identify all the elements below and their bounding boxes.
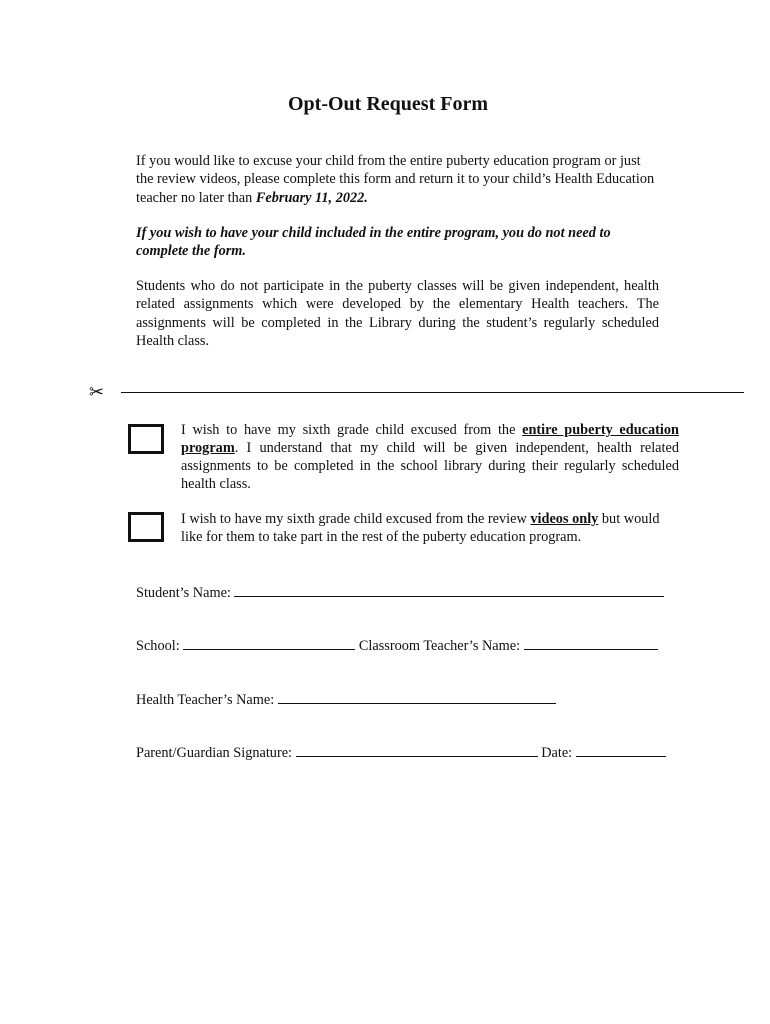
cut-line (121, 392, 744, 393)
school-label: School: (136, 638, 180, 654)
option-1-rest: . I understand that my child will be given independent, health related assignments to be completed in the school library during their regularly scheduled health class. (181, 440, 679, 492)
option-2-highlight: videos only (530, 511, 599, 527)
health-teacher-field[interactable] (278, 690, 556, 704)
option-1-highlight: entire puberty education program (181, 422, 679, 456)
intro-text: If you would like to excuse your child from the entire puberty education program or just the review videos, please complete this form and return it to your child’s Health Education teacher no later than (136, 153, 655, 206)
date-field[interactable] (576, 743, 666, 757)
school-row (136, 636, 658, 655)
option-2-rest: but would like for them to take part in the rest of the puberty education program. (181, 511, 660, 545)
student-name-field[interactable] (234, 583, 664, 597)
page-title: Opt-Out Request Form (288, 93, 488, 115)
school-field[interactable] (183, 636, 355, 650)
deadline-date: February 11, 2022. (255, 189, 368, 206)
info-paragraph: Students who do not participate in the puberty classes will be given independent, health related assignments which were developed by the elementary Health teachers. The assignments will be completed in the Library during the student’s regularly scheduled Health class. (136, 278, 659, 349)
option-2-text: I wish to have my sixth grade child excused from the review (181, 511, 531, 527)
entire-program-checkbox[interactable] (128, 424, 164, 454)
classroom-teacher-field[interactable] (524, 636, 658, 650)
health-teacher-row (136, 690, 556, 709)
cut-line-row (0, 380, 770, 410)
student-name-label: Student’s Name: (136, 585, 231, 601)
date-label: Date: (541, 745, 573, 761)
signature-label: Parent/Guardian Signature: (136, 745, 293, 761)
option-videos-only (181, 510, 679, 546)
intro-paragraph (136, 152, 659, 207)
notice-paragraph: If you wish to have your child included in the entire program, you do not need to complete the form. (136, 225, 611, 260)
classroom-teacher-label: Classroom Teacher’s Name: (358, 638, 521, 654)
option-entire-program (181, 421, 679, 493)
signature-row (136, 743, 666, 762)
scissors-icon: ✂ (89, 382, 105, 403)
videos-only-checkbox[interactable] (128, 512, 164, 542)
option-1-text: I wish to have my sixth grade child excused from the (181, 422, 523, 438)
health-teacher-label: Health Teacher’s Name: (136, 692, 275, 708)
signature-field[interactable] (296, 743, 538, 757)
student-name-row (136, 583, 664, 602)
